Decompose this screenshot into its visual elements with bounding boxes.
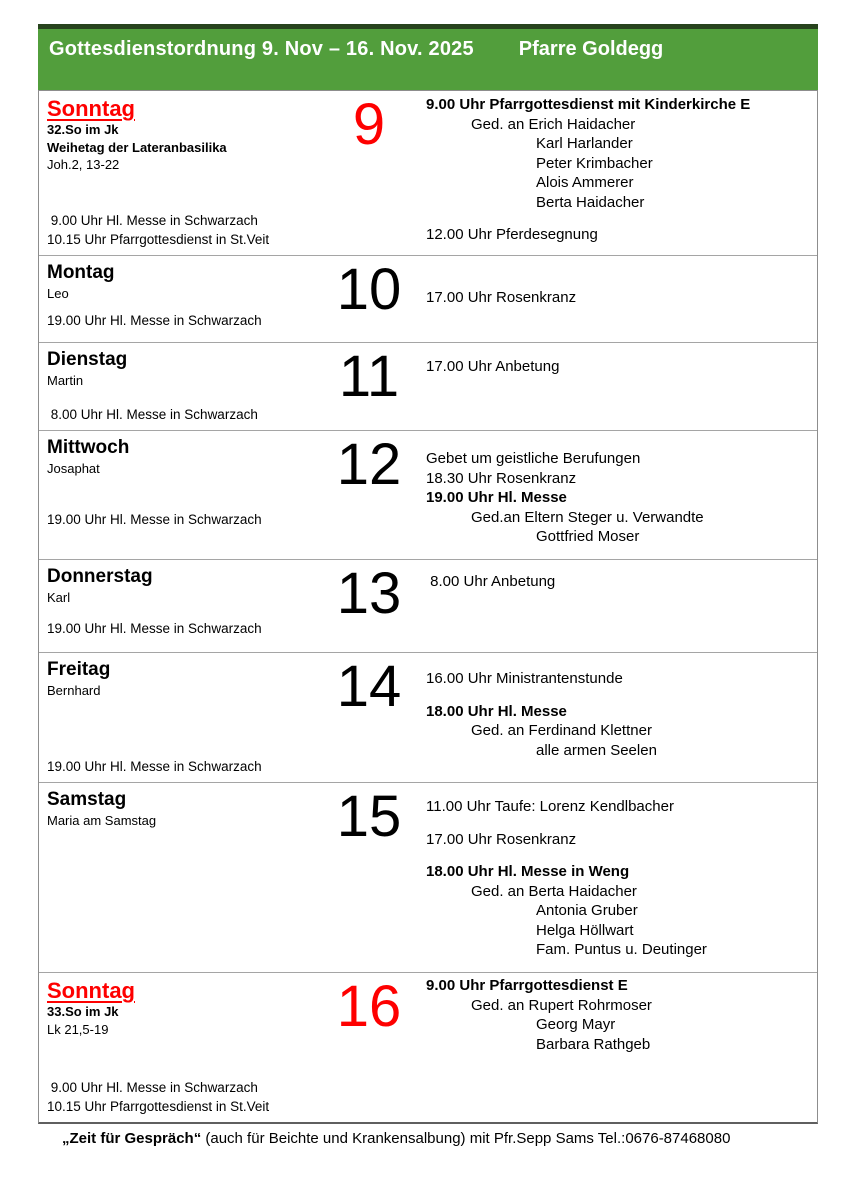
events	[409, 256, 817, 342]
mass-time-line: 10.15 Uhr Pfarrgottesdienst in St.Veit	[47, 232, 270, 247]
mass-times	[47, 619, 329, 638]
day-name: Freitag	[47, 659, 111, 680]
events	[409, 560, 817, 652]
mass-times	[47, 311, 329, 330]
mass-times	[47, 211, 329, 249]
footer-note-bold: „Zeit für Gespräch“	[62, 1130, 202, 1147]
mass-times	[47, 1078, 329, 1116]
event-line: Barbara Rathgeb	[536, 1035, 651, 1053]
day-subtitle: Maria am Samstag	[47, 813, 157, 828]
day-name: Sonntag	[47, 96, 135, 121]
day-number: 13	[336, 561, 402, 626]
footer-note	[62, 1130, 822, 1147]
event-line: Ged. an Erich Haidacher	[471, 115, 636, 133]
day-info	[39, 343, 329, 430]
spacer	[47, 700, 329, 758]
day-subtitle: Weihetag der Lateranbasilika	[47, 139, 227, 155]
spacer	[47, 830, 329, 967]
event-line: Ged. an Berta Haidacher	[471, 882, 637, 900]
event-line: 9.00 Uhr Pfarrgottesdienst mit Kinderkirche E	[426, 96, 751, 113]
event-line: 18.00 Uhr Hl. Messe	[426, 702, 567, 720]
day-info	[39, 783, 329, 972]
day-row	[39, 342, 817, 430]
event-line: alle armen Seelen	[536, 741, 657, 759]
event-line: 18.30 Uhr Rosenkranz	[426, 469, 577, 487]
day-info	[39, 560, 329, 652]
day-number: 9	[352, 92, 386, 157]
day-subtitle: Martin	[47, 373, 84, 388]
event-line: 17.00 Uhr Rosenkranz	[426, 830, 577, 848]
day-row	[39, 652, 817, 782]
day-subtitle: Bernhard	[47, 683, 101, 698]
day-info	[39, 653, 329, 782]
day-subtitle: Josaphat	[47, 461, 100, 476]
day-name: Mittwoch	[47, 437, 130, 458]
day-name: Samstag	[47, 789, 127, 810]
day-number: 14	[336, 654, 402, 719]
spacer	[47, 607, 329, 620]
event-line: 9.00 Uhr Pfarrgottesdienst E	[426, 977, 628, 994]
event-line: 11.00 Uhr Taufe: Lorenz Kendlbacher	[426, 798, 674, 815]
event-line: 17.00 Uhr Anbetung	[426, 358, 560, 375]
event-line: Berta Haidacher	[536, 193, 645, 211]
day-number: 10	[336, 257, 402, 322]
day-name: Dienstag	[47, 349, 128, 370]
mass-time-line: 8.00 Uhr Hl. Messe in Schwarzach	[47, 407, 258, 422]
spacer	[47, 390, 329, 406]
day-name: Sonntag	[47, 978, 135, 1003]
day-subtitle: Joh.2, 13-22	[47, 157, 120, 172]
mass-time-line: 19.00 Uhr Hl. Messe in Schwarzach	[47, 759, 262, 774]
day-number: 15	[336, 784, 402, 849]
event-line: Alois Ammerer	[536, 174, 634, 191]
day-info	[39, 431, 329, 559]
day-row	[39, 972, 817, 1122]
day-row	[39, 430, 817, 559]
day-row	[39, 782, 817, 972]
day-row	[39, 255, 817, 342]
day-number: 12	[336, 432, 402, 497]
event-line: Antonia Gruber	[536, 902, 638, 919]
mass-time-line: 19.00 Uhr Hl. Messe in Schwarzach	[47, 313, 262, 328]
header-bar	[38, 24, 818, 90]
day-subtitle: 33.So im Jk	[47, 1004, 119, 1019]
day-subtitle: Karl	[47, 590, 71, 605]
mass-time-line: 9.00 Uhr Hl. Messe in Schwarzach	[47, 1080, 258, 1095]
mass-time-line: 19.00 Uhr Hl. Messe in Schwarzach	[47, 512, 262, 527]
event-line: Gottfried Moser	[536, 528, 640, 545]
spacer	[47, 1038, 329, 1078]
event-line: Peter Krimbacher	[536, 154, 653, 172]
event-line: 19.00 Uhr Hl. Messe	[426, 489, 567, 506]
event-line: 17.00 Uhr Rosenkranz	[426, 289, 577, 306]
event-line: Ged.an Eltern Steger u. Verwandte	[471, 508, 704, 526]
parish-name: Pfarre Goldegg	[518, 38, 664, 60]
mass-time-line: 19.00 Uhr Hl. Messe in Schwarzach	[47, 621, 262, 636]
mass-time-line: 10.15 Uhr Pfarrgottesdienst in St.Veit	[47, 1099, 270, 1114]
event-line: 12.00 Uhr Pferdesegnung	[426, 226, 598, 243]
day-subtitle: Lk 21,5-19	[47, 1021, 109, 1037]
event-line: 8.00 Uhr Anbetung	[426, 573, 556, 590]
events	[409, 653, 817, 782]
day-subtitle: 32.So im Jk	[47, 122, 119, 137]
page-title: Gottesdienstordnung 9. Nov – 16. Nov. 2025	[49, 38, 474, 60]
day-name: Montag	[47, 262, 115, 283]
mass-times	[47, 757, 329, 776]
spacer	[47, 303, 329, 312]
day-info	[39, 973, 329, 1122]
event-line: 18.00 Uhr Hl. Messe in Weng	[426, 863, 630, 880]
spacer	[47, 478, 329, 511]
event-line: Ged. an Ferdinand Klettner	[471, 722, 652, 739]
mass-times	[47, 510, 329, 529]
events	[409, 783, 817, 972]
events	[409, 431, 817, 559]
day-row	[39, 559, 817, 652]
day-row	[39, 91, 817, 255]
event-line: Ged. an Rupert Rohrmoser	[471, 996, 652, 1014]
event-line: Georg Mayr	[536, 1016, 616, 1033]
event-line: 16.00 Uhr Ministrantenstunde	[426, 670, 623, 687]
events	[409, 343, 817, 430]
spacer	[47, 174, 329, 212]
event-line: Karl Harlander	[536, 135, 633, 152]
day-number: 16	[336, 974, 402, 1039]
event-line: Gebet um geistliche Berufungen	[426, 450, 641, 467]
day-info	[39, 256, 329, 342]
mass-times	[47, 405, 329, 424]
mass-time-line: 9.00 Uhr Hl. Messe in Schwarzach	[47, 213, 258, 228]
day-name: Donnerstag	[47, 566, 153, 587]
day-subtitle: Leo	[47, 286, 69, 301]
schedule-table	[38, 90, 818, 1124]
events	[409, 973, 817, 1122]
footer-note-rest: (auch für Beichte und Krankensalbung) mit Pfr.Sepp Sams Tel.:0676-87468080	[201, 1130, 731, 1147]
events	[409, 91, 817, 255]
day-number: 11	[338, 344, 400, 409]
event-line: Fam. Puntus u. Deutinger	[536, 941, 707, 958]
event-line: Helga Höllwart	[536, 921, 634, 939]
day-info	[39, 91, 329, 255]
